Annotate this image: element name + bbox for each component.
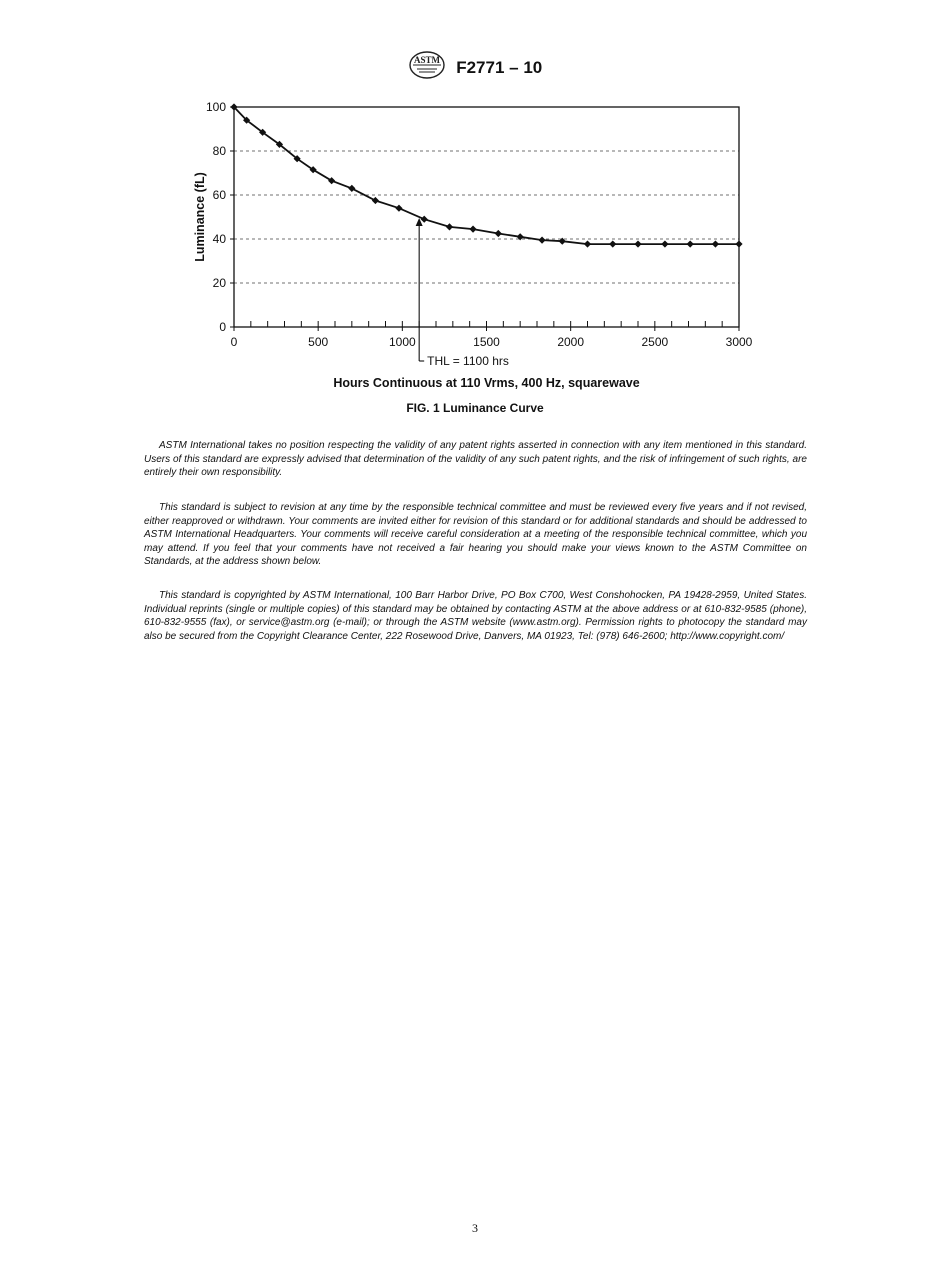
page-header [0, 50, 950, 85]
figure-caption: FIG. 1 Luminance Curve [406, 401, 544, 415]
plot-frame [234, 107, 739, 327]
annotation-label: THL = 1100 hrs [427, 354, 509, 368]
luminance-chart [180, 92, 770, 397]
data-point [348, 185, 355, 192]
patent-notice: ASTM International takes no position respecting the validity of any patent rights asserted in connection with any item mentioned in this standard. Users of this standard are expressly advised that determination of the validity of any such patent rights, and the risk of infringement of such rights, are entirely their own responsibility. [144, 440, 807, 478]
x-tick-label: 500 [308, 335, 329, 349]
data-point [634, 240, 641, 247]
astm-logo-icon [408, 50, 446, 85]
data-point [735, 240, 742, 247]
svg-text:ASTM: ASTM [413, 55, 440, 65]
x-tick-label: 2500 [641, 335, 669, 349]
data-point [538, 237, 545, 244]
y-tick-label: 20 [212, 276, 226, 290]
y-tick-label: 0 [219, 320, 226, 334]
data-point [469, 226, 476, 233]
y-tick-label: 60 [212, 188, 226, 202]
x-tick-label: 1500 [473, 335, 500, 349]
data-point [609, 240, 616, 247]
data-point [446, 223, 453, 230]
x-tick-label: 1000 [388, 335, 416, 349]
x-tick-label: 0 [230, 335, 238, 349]
data-point [661, 240, 668, 247]
page-number: 3 [472, 1221, 478, 1235]
standard-designation: F2771 – 10 [456, 57, 543, 77]
data-point [421, 216, 428, 223]
data-point [495, 230, 502, 237]
copyright-notice: This standard is copyrighted by ASTM International, 100 Barr Harbor Drive, PO Box C700, West Conshohocken, PA 19428-2959, United States. Individual reprints (single or multiple copies) of this standard may be obtained by contacting ASTM at the above address or at 610-832-9585 (phone), 610-832-9555 (fax), or service@astm.org (e-mail); or through the ASTM website (www.astm.org). Permission rights to photocopy the standard may also be secured from the Copyright Clearance Center, 222 Rosewood Drive, Danvers, MA 01923, Tel: (978) 646-2600; http://www.copyright.com/ [144, 590, 807, 642]
data-point [687, 240, 694, 247]
x-tick-label: 2000 [557, 335, 585, 349]
series-line [234, 107, 739, 244]
y-tick-label: 40 [212, 232, 226, 246]
data-point [372, 197, 379, 204]
data-point [395, 205, 402, 212]
data-point [712, 240, 719, 247]
y-tick-label: 80 [212, 144, 226, 158]
data-point [584, 240, 591, 247]
x-tick-label: 3000 [725, 335, 753, 349]
revision-notice: This standard is subject to revision at any time by the responsible technical committee and must be reviewed every five years and if not revised, either reapproved or withdrawn. Your comments are invited either for revision of this standard or for additional standards and should be addressed to ASTM International Headquarters. Your comments will receive careful consideration at a meeting of the responsible technical committee, which you may attend. If you feel that your comments have not received a fair hearing you should make your views known to the ASTM Committee on Standards, at the address shown below. [144, 502, 807, 567]
y-tick-label: 100 [205, 100, 226, 114]
x-axis-label: Hours Continuous at 110 Vrms, 400 Hz, squarewave [333, 376, 640, 390]
y-axis-label: Luminance (fL) [193, 172, 207, 262]
